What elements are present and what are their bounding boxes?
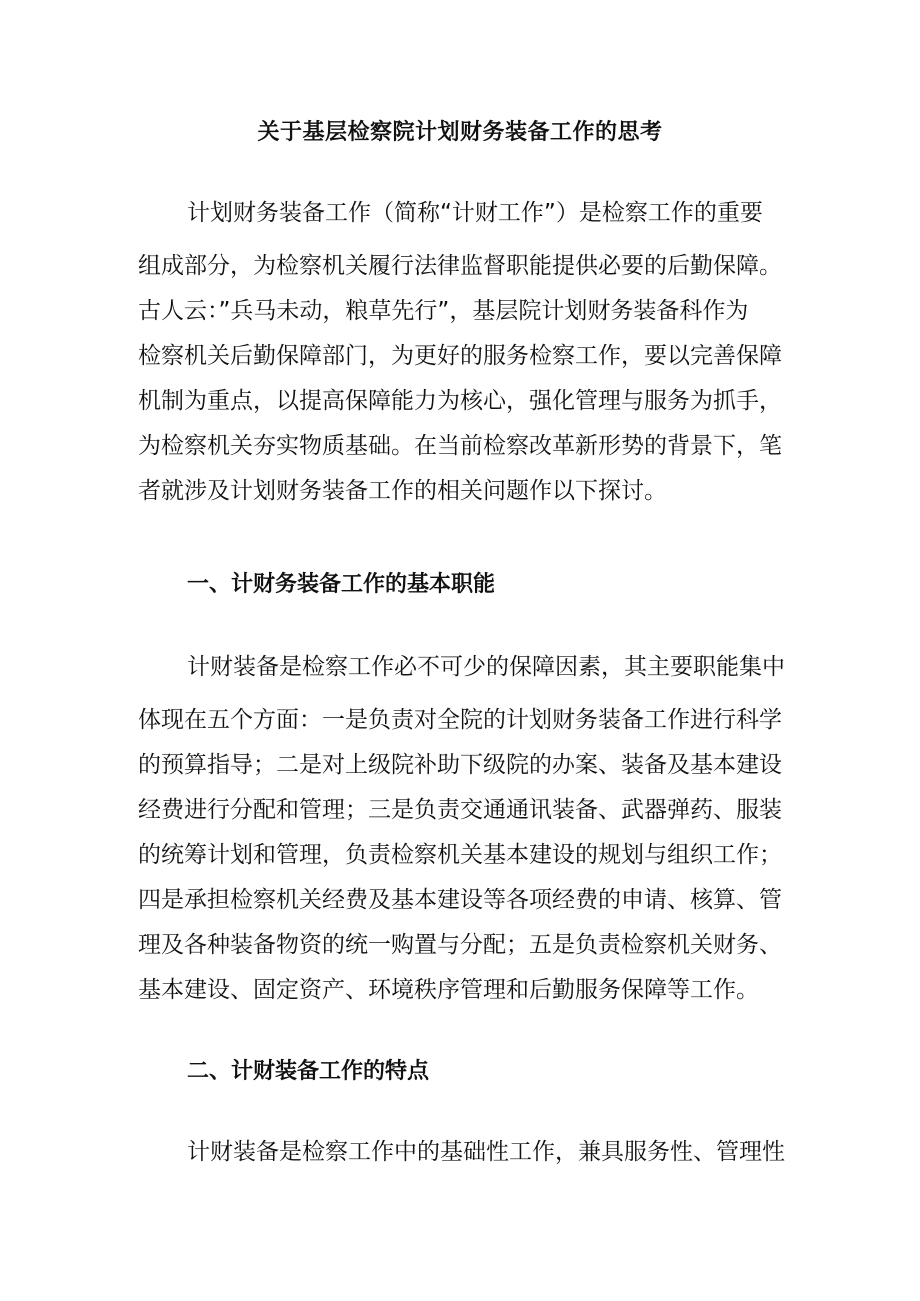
section-1-line-6: 四是承担检察机关经费及基本建设等各项经费的申请、核算、管 <box>138 887 782 913</box>
section-2-line-1: 计财装备是检察工作中的基础性工作，兼具服务性、管理性 <box>187 1139 785 1165</box>
section-2-heading: 二、计财装备工作的特点 <box>187 1059 430 1084</box>
section-1-line-2: 体现在五个方面：一是负责对全院的计划财务装备工作进行科学 <box>138 707 782 733</box>
section-1-line-1: 计财装备是检察工作必不可少的保障因素，其主要职能集中 <box>187 654 785 680</box>
intro-line-2: 组成部分，为检察机关履行法律监督职能提供必要的后勤保障。 <box>138 253 782 279</box>
intro-line-1: 计划财务装备工作（简称“计财工作”）是检察工作的重要 <box>187 200 763 226</box>
document-title: 关于基层检察院计划财务装备工作的思考 <box>257 120 663 145</box>
section-1-line-7: 理及各种装备物资的统一购置与分配；五是负责检察机关财务、 <box>138 932 782 958</box>
intro-line-5: 机制为重点，以提高保障能力为核心，强化管理与服务为抓手， <box>138 388 782 414</box>
intro-line-6: 为检察机关夯实物质基础。在当前检察改革新形势的背景下，笔 <box>138 433 782 459</box>
section-1-heading: 一、计财务装备工作的基本职能 <box>187 572 496 597</box>
section-1-line-4: 经费进行分配和管理；三是负责交通通讯装备、武器弹药、服装 <box>138 797 782 823</box>
section-1-line-5: 的统筹计划和管理，负责检察机关基本建设的规划与组织工作； <box>138 842 782 868</box>
intro-line-7: 者就涉及计划财务装备工作的相关问题作以下探讨。 <box>138 478 667 504</box>
intro-line-4: 检察机关后勤保障部门，为更好的服务检察工作，要以完善保障 <box>138 343 782 369</box>
section-1-line-3: 的预算指导；二是对上级院补助下级院的办案、装备及基本建设 <box>138 752 782 778</box>
intro-line-3: 古人云：”兵马未动，粮草先行”，基层院计划财务装备科作为 <box>138 298 749 324</box>
section-1-line-8: 基本建设、固定资产、环境秩序管理和后勤服务保障等工作。 <box>138 977 759 1003</box>
